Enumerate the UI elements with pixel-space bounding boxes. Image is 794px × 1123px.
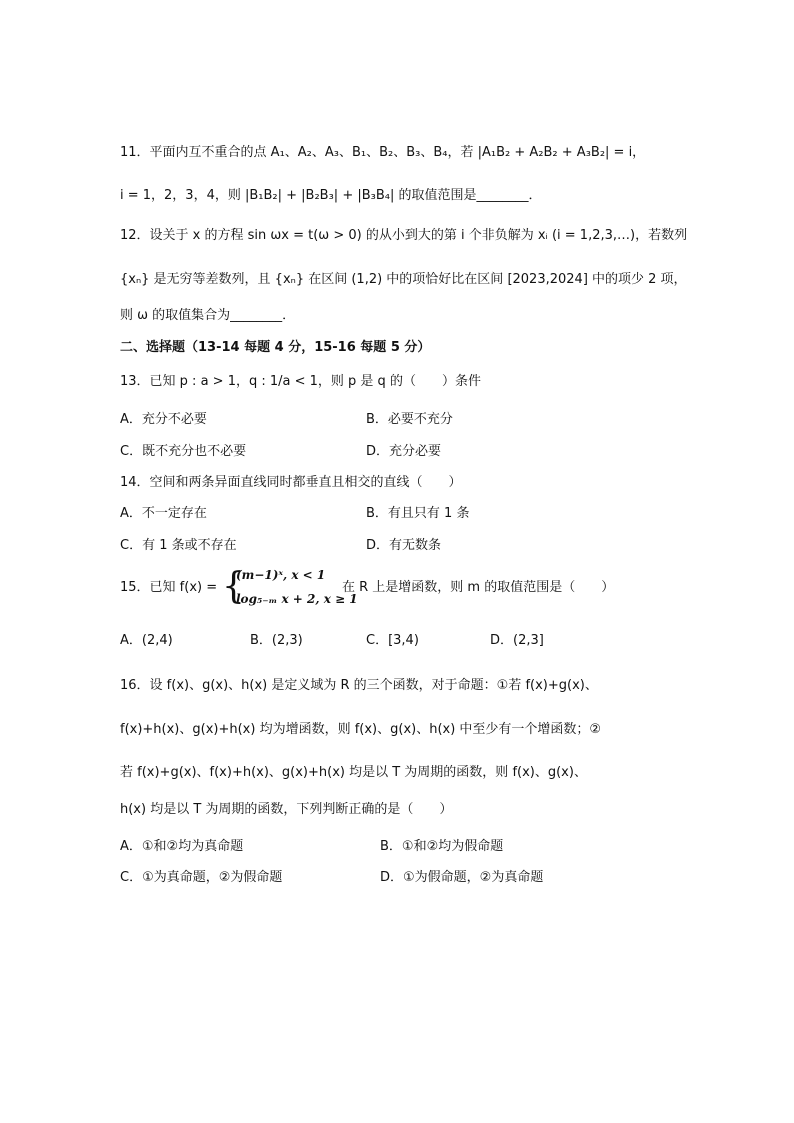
q12-line3: 则 ω 的取值集合为________． <box>120 308 296 323</box>
q16-option-a: A．①和②均为真命题 <box>120 839 244 854</box>
q16-line3: 若 f(x)+g(x)、f(x)+h(x)、g(x)+h(x) 均是以 T 为周期的函数，则 f(x)、g(x)、 <box>120 765 587 780</box>
q15-option-b: B．(2,3) <box>250 633 303 648</box>
q14-option-c: C．有 1 条或不存在 <box>120 538 237 553</box>
q13-option-c: C．既不充分也不必要 <box>120 444 247 459</box>
q16-option-b: B．①和②均为假命题 <box>380 839 504 854</box>
q14-option-b: B．有且只有 1 条 <box>366 506 470 521</box>
q15-case1: (m−1)ˣ, x < 1 <box>236 568 326 582</box>
q16-option-c: C．①为真命题，②为假命题 <box>120 870 283 885</box>
q16-option-d: D．①为假命题，②为真命题 <box>380 870 544 885</box>
q15-brace: { <box>222 566 245 607</box>
q13-option-d: D．充分必要 <box>366 444 442 459</box>
q16-line4: h(x) 均是以 T 为周期的函数，下列判断正确的是（ ） <box>120 802 453 817</box>
q14-option-d: D．有无数条 <box>366 538 442 553</box>
q11-line1: 11．平面内互不重合的点 A₁、A₂、A₃、B₁、B₂、B₃、B₄，若 |A₁B₂ + A₂B₂ + A₃B₂| = i， <box>120 145 646 160</box>
q12-line1: 12．设关于 x 的方程 sin ωx = t(ω > 0) 的从小到大的第 i 个非负解为 xᵢ (i = 1,2,3,…)，若数列 <box>120 228 688 243</box>
section-heading: 二、选择题（13-14 每题 4 分，15-16 每题 5 分） <box>120 340 431 355</box>
q11-line2: i = 1，2，3，4，则 |B₁B₂| + |B₂B₃| + |B₃B₄| 的取值范围是________． <box>120 188 542 203</box>
q15-option-a: A．(2,4) <box>120 633 173 648</box>
q15-prefix: 15．已知 f(x) = <box>120 580 218 595</box>
q15-case2: log₅₋ₘ x + 2, x ≥ 1 <box>236 592 358 606</box>
q14-option-a: A．不一定存在 <box>120 506 207 521</box>
q15-option-c: C．[3,4) <box>366 633 419 648</box>
q13-option-b: B．必要不充分 <box>366 412 453 427</box>
q15-option-d: D．(2,3] <box>490 633 544 648</box>
q13-option-a: A．充分不必要 <box>120 412 207 427</box>
q16-line1: 16．设 f(x)、g(x)、h(x) 是定义域为 R 的三个函数，对于命题：①若 f(x)+g(x)、 <box>120 678 598 693</box>
q16-line2: f(x)+h(x)、g(x)+h(x) 均为增函数，则 f(x)、g(x)、h(x) 中至少有一个增函数；② <box>120 722 602 737</box>
q15-suffix: 在 R 上是增函数，则 m 的取值范围是（ ） <box>342 580 615 595</box>
q12-line2: {xₙ} 是无穷等差数列，且 {xₙ} 在区间 (1,2) 中的项恰好比在区间 [2023,2024] 中的项少 2 项， <box>120 272 687 287</box>
q13-stem: 13．已知 p : a > 1，q : 1/a < 1，则 p 是 q 的（ ）条件 <box>120 374 481 389</box>
q14-stem: 14．空间和两条异面直线同时都垂直且相交的直线（ ） <box>120 475 462 490</box>
